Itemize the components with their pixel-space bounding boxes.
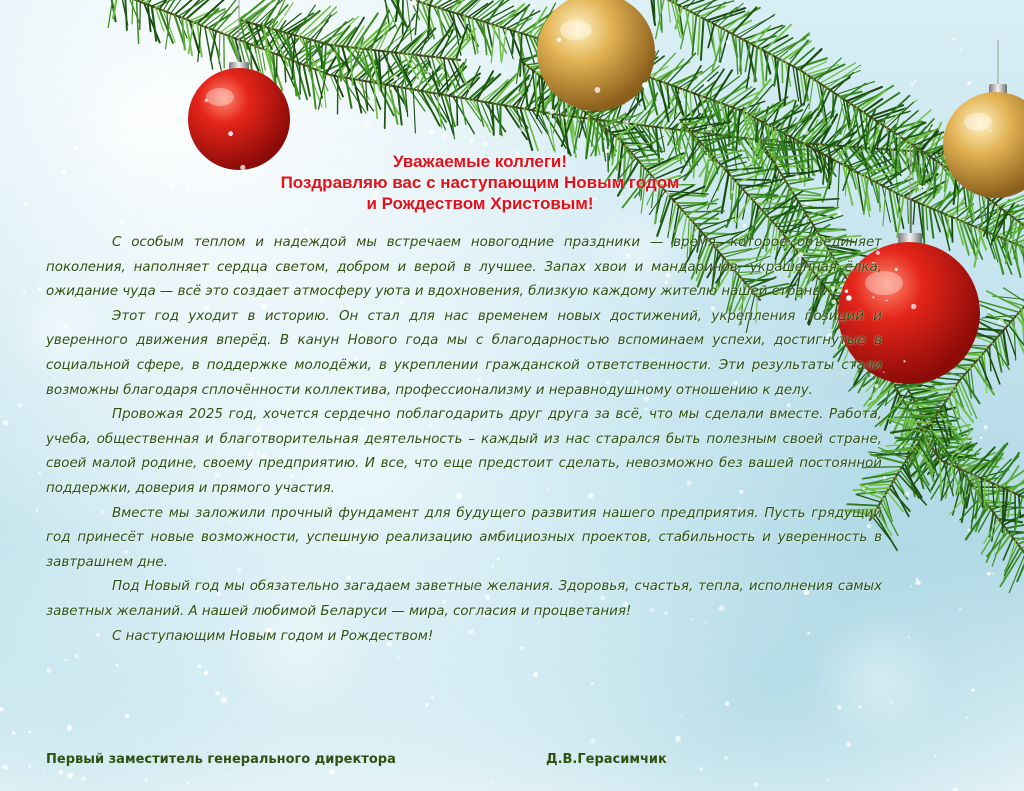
paragraph-5: Под Новый год мы обязательно загадаем заветные желания. Здоровья, счастья, тепла, исполнения самых заветных желаний. А нашей любимой Беларуси — мира, согласия и процветания! [46,579,882,619]
greeting-heading [160,151,800,214]
paragraph-6: С наступающим Новым годом и Рождеством! [112,628,434,644]
paragraph-4: Вместе мы заложили прочный фундамент для будущего развития нашего предприятия. Пусть грядущий год принесёт новые возможности, успешную реализацию амбициозных проектов, стабильность и уверенность в завтрашнем дне. [46,505,882,570]
gold-ornament-right [943,40,1024,198]
paragraph-3: Провожая 2025 год, хочется сердечно поблагодарить друг друга за всё, что мы сделали вместе. Работа, учеба, общественная и благотворительная деятельность – каждый из нас старался быть полезным своей стране, своей малой родине, своему предприятию. И все, что еще предстоит сделать, невозможно без вашей постоянной поддержки, доверия и прямого участия. [46,407,882,496]
paragraph-1: С особым теплом и надеждой мы встречаем новогодние праздники — время, которое объединяет поколения, наполняет сердца светом, добром и верой в лучшее. Запах хвои и мандаринов, украшенная ёлка, ожидание чуда — всё это создает атмосферу уюта и вдохновения, близкую каждому жителю нашей страны. [46,235,882,300]
greeting-line-3: и Рождеством Христовым! [366,194,594,213]
signature-name: Д.В.Герасимчик [546,752,667,767]
paragraph-2: Этот год уходит в историю. Он стал для нас временем новых достижений, укрепления позиций и уверенного движения вперёд. В канун Нового года мы с благодарностью вспоминаем успехи, достигнутые в социальной сфере, в поддержке молодёжи, в укреплении гражданской ответственности. Эти результаты стали возможны благодаря сплочённости коллектива, профессионализму и неравнодушному отношению к делу. [46,308,882,398]
letter-body [46,231,882,649]
greeting-line-2: Поздравляю вас с наступающим Новым годом [280,173,680,192]
signature-position: Первый заместитель генерального директора [46,752,396,767]
greeting-line-1: Уважаемые коллеги! [392,152,568,171]
